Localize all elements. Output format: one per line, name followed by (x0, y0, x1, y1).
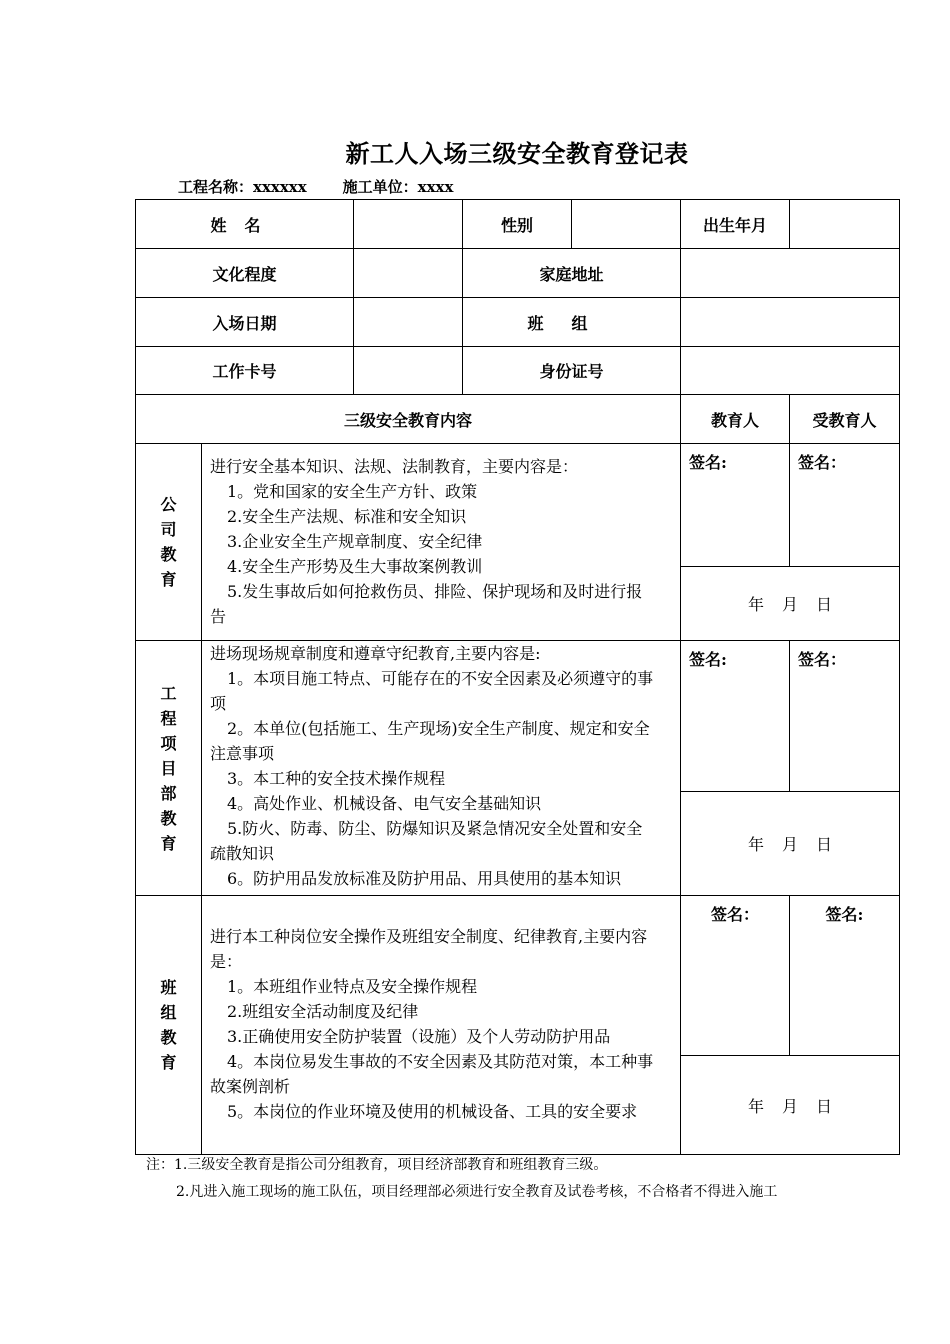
date-day: 日 (816, 834, 833, 854)
team-educator-sign[interactable]: 签名： (681, 896, 790, 1056)
project-education-label (136, 641, 202, 896)
education-label: 文化程度 (136, 249, 354, 298)
educatee-header: 受教育人 (790, 395, 900, 444)
label-char: 公 (160, 495, 177, 514)
content-item: 注意事项 (210, 744, 275, 763)
registration-table (135, 199, 900, 1155)
content-item: 3.企业安全生产规章制度、安全纪律 (227, 532, 483, 551)
project-date[interactable] (681, 791, 900, 895)
project-education-content (202, 641, 681, 896)
date-year: 年 (747, 834, 764, 854)
page-title: 新工人入场三级安全教育登记表 (345, 139, 689, 168)
date-month: 月 (782, 595, 799, 614)
label-char: 组 (160, 1003, 177, 1022)
label-char: 工 (160, 683, 177, 703)
company-education-label (136, 444, 202, 641)
project-name: 工程名称：xxxxxx (178, 178, 307, 196)
project-educator-sign[interactable]: 签名: (681, 641, 790, 792)
footnote-2: 2.凡进入施工现场的施工队伍，项目经理部必须进行安全教育及试卷考核，不合格者不得进入施工 (176, 1184, 778, 1200)
name-label (136, 200, 354, 249)
label-char: 项 (160, 733, 177, 753)
address-label: 家庭地址 (463, 249, 681, 298)
content-item: 2.班组安全活动制度及纪律 (227, 1002, 419, 1021)
label-char: 教 (160, 808, 177, 828)
content-item: 2。本单位(包括施工、生产现场)安全生产制度、规定和安全 (227, 719, 650, 738)
content-intro: 进场现场规章制度和遵章守纪教育,主要内容是: (210, 644, 541, 663)
content-item: 4。高处作业、机械设备、电气安全基础知识 (227, 794, 542, 813)
content-item: 故案例剖析 (210, 1077, 291, 1096)
date-day: 日 (816, 1096, 833, 1116)
content-item: 2.安全生产法规、标准和安全知识 (227, 507, 467, 526)
content-item: 3。本工种的安全技术操作规程 (227, 769, 446, 788)
education-value[interactable] (354, 249, 463, 298)
team-date[interactable] (681, 1056, 900, 1155)
card-no-label: 工作卡号 (136, 347, 354, 395)
label-char: 教 (160, 545, 177, 564)
form-meta (178, 176, 453, 197)
label-char: 目 (160, 758, 177, 778)
educator-header: 教育人 (681, 395, 790, 444)
gender-label: 性别 (463, 200, 572, 249)
company-education-content (202, 444, 681, 641)
gender-value[interactable] (572, 200, 681, 249)
date-year: 年 (747, 595, 764, 614)
date-month: 月 (782, 1096, 799, 1116)
footnote-1: 注：1.三级安全教育是指公司分组教育，项目经济部教育和班组教育三级。 (146, 1157, 608, 1173)
address-value[interactable] (681, 249, 900, 298)
team-educatee-sign[interactable]: 签名: (790, 896, 900, 1056)
label-char: 司 (160, 520, 177, 539)
name-label-text: 姓名 (210, 215, 279, 235)
content-intro: 进行安全基本知识、法规、法制教育，主要内容是： (210, 457, 579, 476)
footnotes (146, 1152, 777, 1206)
label-char: 育 (160, 1053, 177, 1072)
name-value[interactable] (354, 200, 463, 249)
date-month: 月 (782, 834, 799, 854)
birth-value[interactable] (790, 200, 900, 249)
content-header: 三级安全教育内容 (136, 395, 681, 444)
id-no-label: 身份证号 (463, 347, 681, 395)
card-no-value[interactable] (354, 347, 463, 395)
label-char: 程 (160, 708, 177, 728)
content-item: 1。本项目施工特点、可能存在的不安全因素及必须遵守的事 (227, 669, 654, 688)
team-education-label (136, 896, 202, 1155)
birth-label: 出生年月 (681, 200, 790, 249)
label-char: 育 (160, 570, 177, 589)
content-item: 6。防护用品发放标准及防护用品、用具使用的基本知识 (227, 869, 622, 888)
team-label (463, 298, 681, 347)
content-item: 3.正确使用安全防护装置（设施）及个人劳动防护用品 (227, 1027, 611, 1046)
content-item: 4.安全生产形势及生大事故案例教训 (227, 557, 483, 576)
project-educatee-sign[interactable]: 签名： (790, 641, 900, 792)
content-item: 1。党和国家的安全生产方针、政策 (227, 482, 478, 501)
construction-unit: 施工单位：xxxx (342, 178, 454, 196)
content-item: 5.防火、防毒、防尘、防爆知识及紧急情况安全处置和安全 (227, 819, 643, 838)
content-intro: 进行本工种岗位安全操作及班组安全制度、纪律教育,主要内容 (210, 927, 648, 946)
entry-date-value[interactable] (354, 298, 463, 347)
content-item: 5。本岗位的作业环境及使用的机械设备、工具的安全要求 (227, 1102, 638, 1121)
label-char: 部 (160, 783, 177, 803)
team-education-content (202, 896, 681, 1155)
content-item: 项 (210, 694, 227, 713)
content-item: 4。本岗位易发生事故的不安全因素及其防范对策，本工种事 (227, 1052, 654, 1071)
id-no-value[interactable] (681, 347, 900, 395)
entry-date-label: 入场日期 (136, 298, 354, 347)
company-educator-sign[interactable]: 签名: (681, 444, 790, 567)
date-day: 日 (816, 595, 833, 614)
content-intro: 是： (210, 952, 243, 971)
label-char: 育 (160, 833, 177, 853)
date-year: 年 (747, 1096, 764, 1116)
label-char: 班 (160, 978, 177, 997)
content-item: 告 (210, 607, 227, 626)
team-label-text: 班组 (527, 313, 616, 333)
team-value[interactable] (681, 298, 900, 347)
company-educatee-sign[interactable]: 签名： (790, 444, 900, 567)
content-item: 疏散知识 (210, 844, 275, 863)
company-date[interactable] (681, 567, 900, 641)
content-item: 5.发生事故后如何抢救伤员、排险、保护现场和及时进行报 (227, 582, 643, 601)
label-char: 教 (160, 1028, 177, 1047)
content-item: 1。本班组作业特点及安全操作规程 (227, 977, 478, 996)
